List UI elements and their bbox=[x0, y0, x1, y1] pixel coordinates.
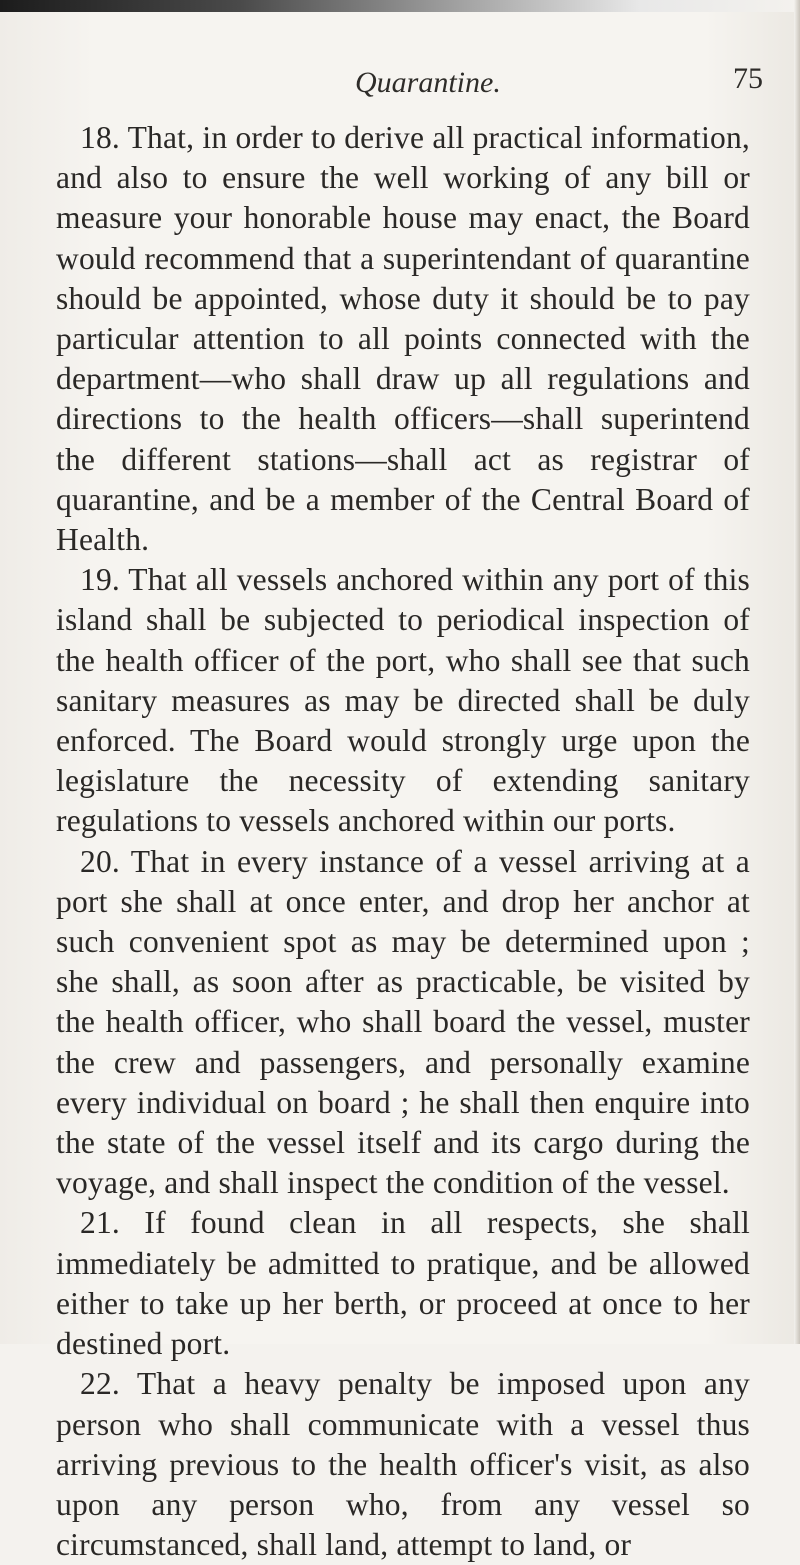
page-top-edge bbox=[0, 0, 800, 12]
body-text bbox=[56, 118, 750, 1565]
page-right-edge bbox=[794, 0, 800, 1344]
running-head-title: Quarantine. bbox=[355, 66, 501, 99]
paragraph-21: 21. If found clean in all respects, she shall immediately be admitted to pratique, and be allowed either to take up her berth, or proceed at once to her destined port. bbox=[56, 1205, 750, 1362]
page-number: 75 bbox=[733, 62, 763, 95]
paragraph-20: 20. That in every instance of a vessel arriving at a port she shall at once enter, and drop her anchor at such convenient spot as may be determined upon ; she shall, as soon after as practicable, be visited by the health officer, who shall board the vessel, muster the crew and passengers, and personally examine every individual on board ; he shall then enquire into the state of the vessel itself and its cargo during the voyage, and shall inspect the condition of the vessel. bbox=[56, 843, 750, 1201]
running-head bbox=[0, 62, 800, 106]
paragraph-22: 22. That a heavy penalty be imposed upon any person who shall communicate with a vessel thus arriving previous to the health officer's visit, as also upon any person who, from any vessel so circumstanced, shall land, attempt to land, or bbox=[56, 1366, 750, 1563]
paragraph-19: 19. That all vessels anchored within any port of this island shall be subjected to periodical inspection of the health officer of the port, who shall see that such sanitary measures as may be directed shall be duly enforced. The Board would strongly urge upon the legislature the necessity of extending sanitary regulations to vessels anchored within our ports. bbox=[56, 562, 750, 839]
paragraph-18: 18. That, in order to derive all practical information, and also to ensure the well working of any bill or measure your honorable house may enact, the Board would recommend that a superintendant of quarantine should be appointed, whose duty it should be to pay particular attention to all points connected with the department—who shall draw up all regulations and directions to the health officers—shall superintend the different stations—shall act as registrar of quarantine, and be a member of the Central Board of Health. bbox=[56, 120, 750, 558]
